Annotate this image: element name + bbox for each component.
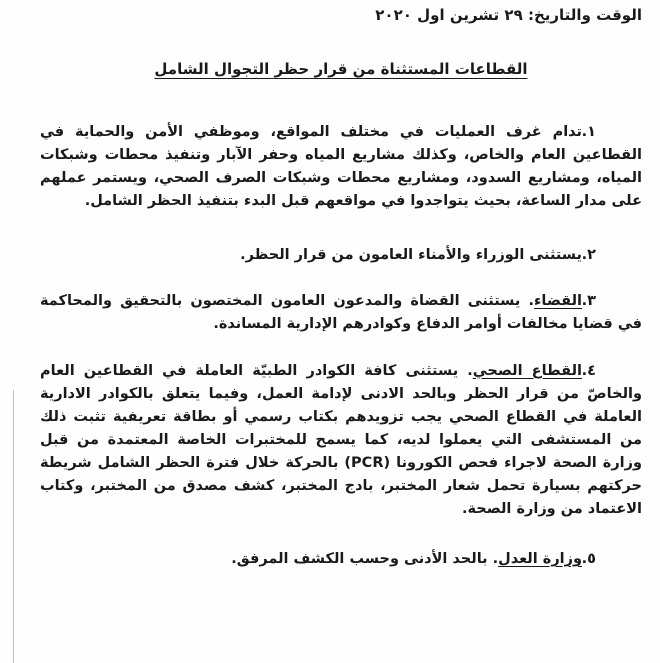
item-heading: وزارة العدل [498,551,582,567]
list-item-5 [40,548,642,571]
document-title [40,60,642,78]
item-text: يستثنى الوزراء والأمناء العامون من قرار الحظر. [240,247,582,263]
item-text: . يستثنى كافة الكوادر الطبيّة العاملة في القطاعين العام والخاصّ من قرار الحظر وبالحد الادنى لإدامة العمل، وفيما يتعلق بالكوادر الادارية العاملة في القطاع الصحي يجب تزويدهم بكتاب رسمي أو بطاقة تعريفية تثبت ذلك من المستشفى التي يعملوا لديه، كما يسمح للمختبرات الخاصة المعتمدة من قبل وزارة الصحة لاجراء فحص الكورونا (PCR) بالحركة خلال فترة الحظر الشامل شريطة حركتهم بسيارة تحمل شعار المختبر، بادج المختبر، كشف مصدق من المختبر، وكتاب الاعتماد من وزارة الصحة. [40,363,642,517]
scan-edge-line [13,390,14,663]
item-number: ٤. [581,363,596,379]
item-number: ٥. [581,551,596,567]
item-number: ٣. [581,293,596,309]
item-heading: القضاء [534,293,582,309]
list-item-3 [40,290,642,336]
item-text: . يستثنى القضاة والمدعون العامون المختصون بالتحقيق والمحاكمة في قضايا مخالفات أوامر الدفاع وكوادرهم الإدارية المساندة. [40,293,642,332]
list-item-4 [40,360,642,521]
item-text: تدام غرف العمليات في مختلف المواقع، وموظفي الأمن والحماية في القطاعين العام والخاص، وكذلك مشاريع المياه وحفر الآبار وتنفيذ محطات وشبكات المياه، ومشاريع السدود، ومشاريع محطات وشبكات الصرف الصحي، ويستمر عملهم على مدار الساعة، بحيث يتواجدوا في مواقعهم قبل البدء بتنفيذ الحظر الشامل. [40,124,642,209]
item-heading: القطاع الصحي [472,363,582,379]
item-number: ٢. [581,247,596,263]
date-line: الوقت والتاريخ: ٢٩ تشرين اول ٢٠٢٠ [375,6,642,24]
list-item-1 [40,121,642,213]
list-item-2 [40,244,642,267]
item-number: ١. [581,124,596,140]
item-text: . بالحد الأدنى وحسب الكشف المرفق. [231,551,499,567]
document-title-text: القطاعات المستثناة من قرار حظر التجوال الشامل [154,60,528,78]
